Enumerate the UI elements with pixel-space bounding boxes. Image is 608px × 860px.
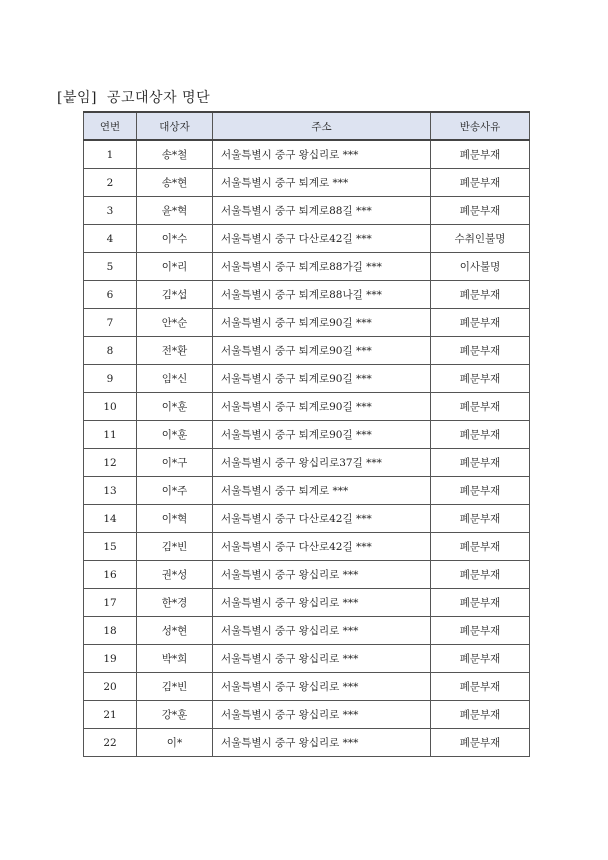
recipient-name-cell: 한*경	[137, 589, 213, 617]
table-header	[84, 112, 530, 140]
return-reason-cell: 폐문부재	[431, 589, 530, 617]
recipient-name-cell: 임*신	[137, 365, 213, 393]
return-reason-cell: 폐문부재	[431, 533, 530, 561]
table-row	[84, 533, 530, 561]
address-cell: 서울특별시 중구 왕십리로37길 ***	[213, 449, 431, 477]
return-reason-cell: 폐문부재	[431, 337, 530, 365]
address-cell: 서울특별시 중구 퇴계로90길 ***	[213, 365, 431, 393]
row-number-cell: 19	[84, 645, 137, 673]
row-number-cell: 5	[84, 253, 137, 281]
row-number-cell: 4	[84, 225, 137, 253]
table-row	[84, 505, 530, 533]
return-reason-cell: 폐문부재	[431, 617, 530, 645]
row-number-cell: 2	[84, 169, 137, 197]
recipient-name-cell: 김*빈	[137, 673, 213, 701]
return-reason-cell: 폐문부재	[431, 309, 530, 337]
table-row	[84, 337, 530, 365]
table-row	[84, 393, 530, 421]
row-number-cell: 9	[84, 365, 137, 393]
address-cell: 서울특별시 중구 다산로42길 ***	[213, 505, 431, 533]
recipient-name-cell: 이*주	[137, 477, 213, 505]
recipient-name-cell: 전*환	[137, 337, 213, 365]
recipient-name-cell: 강*훈	[137, 701, 213, 729]
row-number-cell: 16	[84, 561, 137, 589]
recipient-name-cell: 이*리	[137, 253, 213, 281]
table-header-row	[84, 112, 530, 140]
table-row	[84, 645, 530, 673]
row-number-cell: 21	[84, 701, 137, 729]
row-number-cell: 17	[84, 589, 137, 617]
address-cell: 서울특별시 중구 다산로42길 ***	[213, 225, 431, 253]
row-number-cell: 20	[84, 673, 137, 701]
address-cell: 서울특별시 중구 퇴계로 ***	[213, 169, 431, 197]
recipient-name-cell: 권*성	[137, 561, 213, 589]
address-cell: 서울특별시 중구 왕십리로 ***	[213, 140, 431, 169]
recipient-name-cell: 이*	[137, 729, 213, 757]
return-reason-cell: 폐문부재	[431, 477, 530, 505]
recipient-name-cell: 김*빈	[137, 533, 213, 561]
recipient-name-cell: 성*현	[137, 617, 213, 645]
return-reason-cell: 폐문부재	[431, 673, 530, 701]
row-number-cell: 13	[84, 477, 137, 505]
return-reason-cell: 폐문부재	[431, 421, 530, 449]
return-reason-cell: 폐문부재	[431, 561, 530, 589]
heading-title: 공고대상자 명단	[106, 90, 211, 106]
recipient-name-cell: 박*희	[137, 645, 213, 673]
address-cell: 서울특별시 중구 왕십리로 ***	[213, 645, 431, 673]
address-cell: 서울특별시 중구 퇴계로 ***	[213, 477, 431, 505]
address-cell: 서울특별시 중구 퇴계로90길 ***	[213, 337, 431, 365]
table-row	[84, 225, 530, 253]
recipient-name-cell: 이*훈	[137, 393, 213, 421]
return-reason-cell: 수취인불명	[431, 225, 530, 253]
address-cell: 서울특별시 중구 왕십리로 ***	[213, 589, 431, 617]
return-reason-cell: 이사불명	[431, 253, 530, 281]
address-cell: 서울특별시 중구 왕십리로 ***	[213, 673, 431, 701]
notice-target-table	[83, 111, 530, 757]
address-cell: 서울특별시 중구 퇴계로90길 ***	[213, 309, 431, 337]
table-row	[84, 281, 530, 309]
address-cell: 서울특별시 중구 퇴계로88길 ***	[213, 197, 431, 225]
row-number-cell: 12	[84, 449, 137, 477]
address-cell: 서울특별시 중구 퇴계로90길 ***	[213, 421, 431, 449]
address-cell: 서울특별시 중구 왕십리로 ***	[213, 617, 431, 645]
row-number-cell: 14	[84, 505, 137, 533]
table-row	[84, 140, 530, 169]
recipient-name-cell: 김*섭	[137, 281, 213, 309]
recipient-name-cell: 윤*혁	[137, 197, 213, 225]
address-cell: 서울특별시 중구 퇴계로88가길 ***	[213, 253, 431, 281]
return-reason-cell: 폐문부재	[431, 393, 530, 421]
table-row	[84, 561, 530, 589]
address-cell: 서울특별시 중구 퇴계로88나길 ***	[213, 281, 431, 309]
recipient-name-cell: 송*현	[137, 169, 213, 197]
page-heading	[57, 87, 210, 107]
table-row	[84, 309, 530, 337]
row-number-cell: 8	[84, 337, 137, 365]
column-header-number: 연번	[84, 112, 137, 140]
row-number-cell: 3	[84, 197, 137, 225]
return-reason-cell: 폐문부재	[431, 197, 530, 225]
row-number-cell: 1	[84, 140, 137, 169]
column-header-return-reason: 반송사유	[431, 112, 530, 140]
address-cell: 서울특별시 중구 왕십리로 ***	[213, 561, 431, 589]
return-reason-cell: 폐문부재	[431, 365, 530, 393]
return-reason-cell: 폐문부재	[431, 505, 530, 533]
table-row	[84, 617, 530, 645]
row-number-cell: 18	[84, 617, 137, 645]
return-reason-cell: 폐문부재	[431, 140, 530, 169]
table-row	[84, 589, 530, 617]
table-row	[84, 477, 530, 505]
return-reason-cell: 폐문부재	[431, 449, 530, 477]
return-reason-cell: 폐문부재	[431, 281, 530, 309]
return-reason-cell: 폐문부재	[431, 701, 530, 729]
address-cell: 서울특별시 중구 왕십리로 ***	[213, 729, 431, 757]
table-row	[84, 365, 530, 393]
table-row	[84, 253, 530, 281]
row-number-cell: 15	[84, 533, 137, 561]
recipient-name-cell: 이*수	[137, 225, 213, 253]
recipient-name-cell: 이*훈	[137, 421, 213, 449]
row-number-cell: 7	[84, 309, 137, 337]
table-row	[84, 673, 530, 701]
recipient-name-cell: 이*혁	[137, 505, 213, 533]
address-cell: 서울특별시 중구 왕십리로 ***	[213, 701, 431, 729]
return-reason-cell: 폐문부재	[431, 645, 530, 673]
column-header-address: 주소	[213, 112, 431, 140]
address-cell: 서울특별시 중구 다산로42길 ***	[213, 533, 431, 561]
row-number-cell: 11	[84, 421, 137, 449]
row-number-cell: 22	[84, 729, 137, 757]
table-row	[84, 701, 530, 729]
row-number-cell: 6	[84, 281, 137, 309]
recipient-name-cell: 송*철	[137, 140, 213, 169]
table-row	[84, 197, 530, 225]
heading-prefix: [붙임]	[57, 90, 97, 106]
column-header-recipient: 대상자	[137, 112, 213, 140]
table-row	[84, 729, 530, 757]
return-reason-cell: 폐문부재	[431, 729, 530, 757]
recipient-name-cell: 이*구	[137, 449, 213, 477]
recipient-name-cell: 안*순	[137, 309, 213, 337]
address-cell: 서울특별시 중구 퇴계로90길 ***	[213, 393, 431, 421]
table-row	[84, 169, 530, 197]
table-row	[84, 421, 530, 449]
row-number-cell: 10	[84, 393, 137, 421]
table-body	[84, 140, 530, 757]
table-row	[84, 449, 530, 477]
return-reason-cell: 폐문부재	[431, 169, 530, 197]
